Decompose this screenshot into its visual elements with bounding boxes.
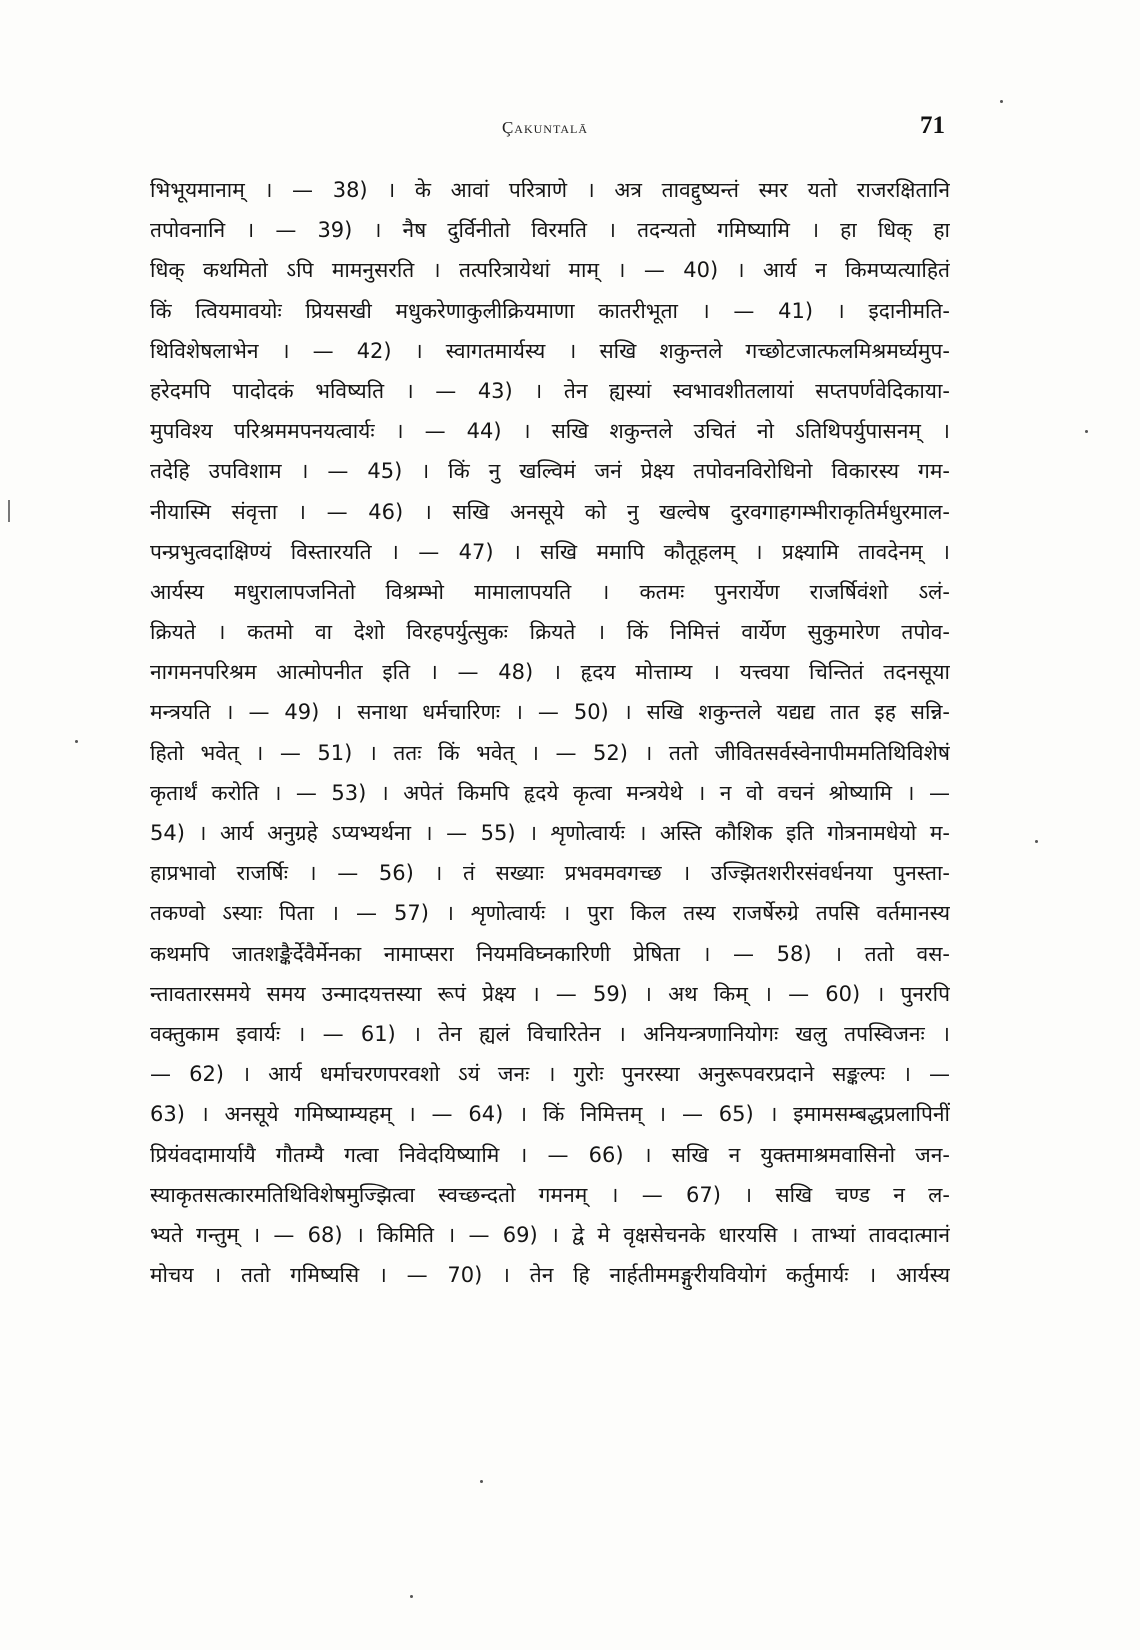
scan-speck [75,740,78,743]
text-line: स्याकृतसत्कारमतिथिविशेषमुज्झित्वा स्वच्छन्दतो गमनम् । — 67) । सखि चण्ड न ल- [150,1182,950,1207]
text-line: न्तावतारसमये समय उन्मादयत्तस्या रूपं प्रेक्ष्य । — 59) । अथ किम् । — 60) । पुनरपि [150,981,950,1006]
scan-speck [1035,840,1038,843]
text-line: 63) । अनसूये गमिष्याम्यहम् । — 64) । किं निमित्तम् । — 65) । इमामसम्बद्धप्रलापिनीं [150,1102,950,1127]
text-line: हरेदमपि पादोदकं भविष्यति । — 43) । तेन ह्यस्यां स्वभावशीतलायां सप्तपर्णवेदिकाया- [150,378,950,403]
margin-scan-mark [8,500,10,522]
scan-speck [410,1595,413,1598]
text-line: मोचय । ततो गमिष्यसि । — 70) । तेन हि नार्हतीममङ्गुरीयवियोगं कर्तुमार्यः । आर्यस्य [150,1263,950,1288]
text-line: हितो भवेत् । — 51) । ततः किं भवेत् । — 52) । ततो जीवितसर्वस्वेनापीममतिथिविशेषं [150,740,950,765]
text-line: पन्प्रभुत्वदाक्षिण्यं विस्तारयति । — 47) । सखि ममापि कौतूहलम् । प्रक्ष्यामि तावदेनम् । [150,539,950,564]
text-line: भिभूयमानाम् । — 38) । के आवां परित्राणे । अत्र तावद्दुष्यन्तं स्मर यतो राजरक्षितानि [150,178,950,202]
running-title: Çakuntalā [501,118,589,137]
text-line: किं त्वियमावयोः प्रियसखी मधुकरेणाकुलीक्रियमाणा कातरीभूता । — 41) । इदानीमति- [150,298,950,323]
text-line: भ्यते गन्तुम् । — 68) । किमिति । — 69) । द्वे मे वृक्षसेचनके धारयसि । ताभ्यां तावदात्मानं [150,1222,950,1247]
text-line: आर्यस्य मधुरालापजनितो विश्रम्भो मामालापयति । कतमः पुनरार्येण राजर्षिवंशो ऽलं- [150,579,950,604]
text-line: नागमनपरिश्रम आत्मोपनीत इति । — 48) । हृदय मोत्ताम्य । यत्त्वया चिन्तितं तदनसूया [150,660,950,685]
text-line: मुपविश्य परिश्रममपनयत्वार्यः । — 44) । सखि शकुन्तले उचितं नो ऽतिथिपर्युपासनम् । [150,419,950,444]
text-line: क्रियते । कतमो वा देशो विरहपर्युत्सुकः क्रियते । किं निमित्तं वार्येण सुकुमारेण तपोव- [150,620,950,645]
text-line: तकण्वो ऽस्याः पिता । — 57) । शृणोत्वार्यः । पुरा किल तस्य राजर्षेरुग्रे तपसि वर्तमानस्य [150,901,950,926]
page-number: 71 [920,112,945,139]
text-line: धिक् कथमितो ऽपि मामनुसरति । तत्परित्रायेथां माम् । — 40) । आर्य न किमप्यत्याहितं [150,258,950,283]
text-line: कृतार्थं करोति । — 53) । अपेतं किमपि हृदये कृत्वा मन्त्रयेथे । न वो वचनं श्रोष्यामि । — [150,780,950,805]
text-line: — 62) । आर्य धर्माचरणपरवशो ऽयं जनः । गुरोः पुनरस्या अनुरूपवरप्रदाने सङ्कल्पः । — [150,1062,950,1087]
page-header [145,108,945,148]
text-line: हाप्रभावो राजर्षिः । — 56) । तं सख्याः प्रभवमवगच्छ । उज्झितशरीरसंवर्धनया पुनस्ता- [150,861,950,886]
text-line: नीयास्मि संवृत्ता । — 46) । सखि अनसूये को नु खल्वेष दुरवगाहगम्भीराकृतिर्मधुरमाल- [150,499,950,524]
scan-speck [1000,100,1003,103]
text-line: वक्तुकाम इवार्यः । — 61) । तेन ह्यलं विचारितेन । अनियन्त्रणानियोगः खलु तपस्विजनः । [150,1021,950,1046]
text-line: कथमपि जातशङ्कैर्देवैर्मेनका नामाप्सरा नियमविघ्नकारिणी प्रेषिता । — 58) । ततो वस- [150,941,950,966]
text-line: थिविशेषलाभेन । — 42) । स्वागतमार्यस्य । सखि शकुन्तले गच्छोटजात्फलमिश्रमर्घ्यमुप- [150,338,950,363]
scan-speck [1085,430,1088,433]
body-text [150,170,950,1295]
text-line: तपोवनानि । — 39) । नैष दुर्विनीतो विरमति । तदन्यतो गमिष्यामि । हा धिक् हा [150,218,950,243]
text-line: 54) । आर्य अनुग्रहे ऽप्यभ्यर्थना । — 55) । शृणोत्वार्यः । अस्ति कौशिक इति गोत्रनामधेयो म- [150,821,950,845]
text-line: मन्त्रयति । — 49) । सनाथा धर्मचारिणः । — 50) । सखि शकुन्तले यद्यद्य तात इह सन्नि- [150,700,950,725]
scan-speck [480,1480,483,1483]
text-line: प्रियंवदामार्यायै गौतम्यै गत्वा निवेदयिष्यामि । — 66) । सखि न युक्तमाश्रमवासिनो जन- [150,1142,950,1167]
text-line: तदेहि उपविशाम । — 45) । किं नु खल्विमं जनं प्रेक्ष्य तपोवनविरोधिनो विकारस्य गम- [150,459,950,484]
